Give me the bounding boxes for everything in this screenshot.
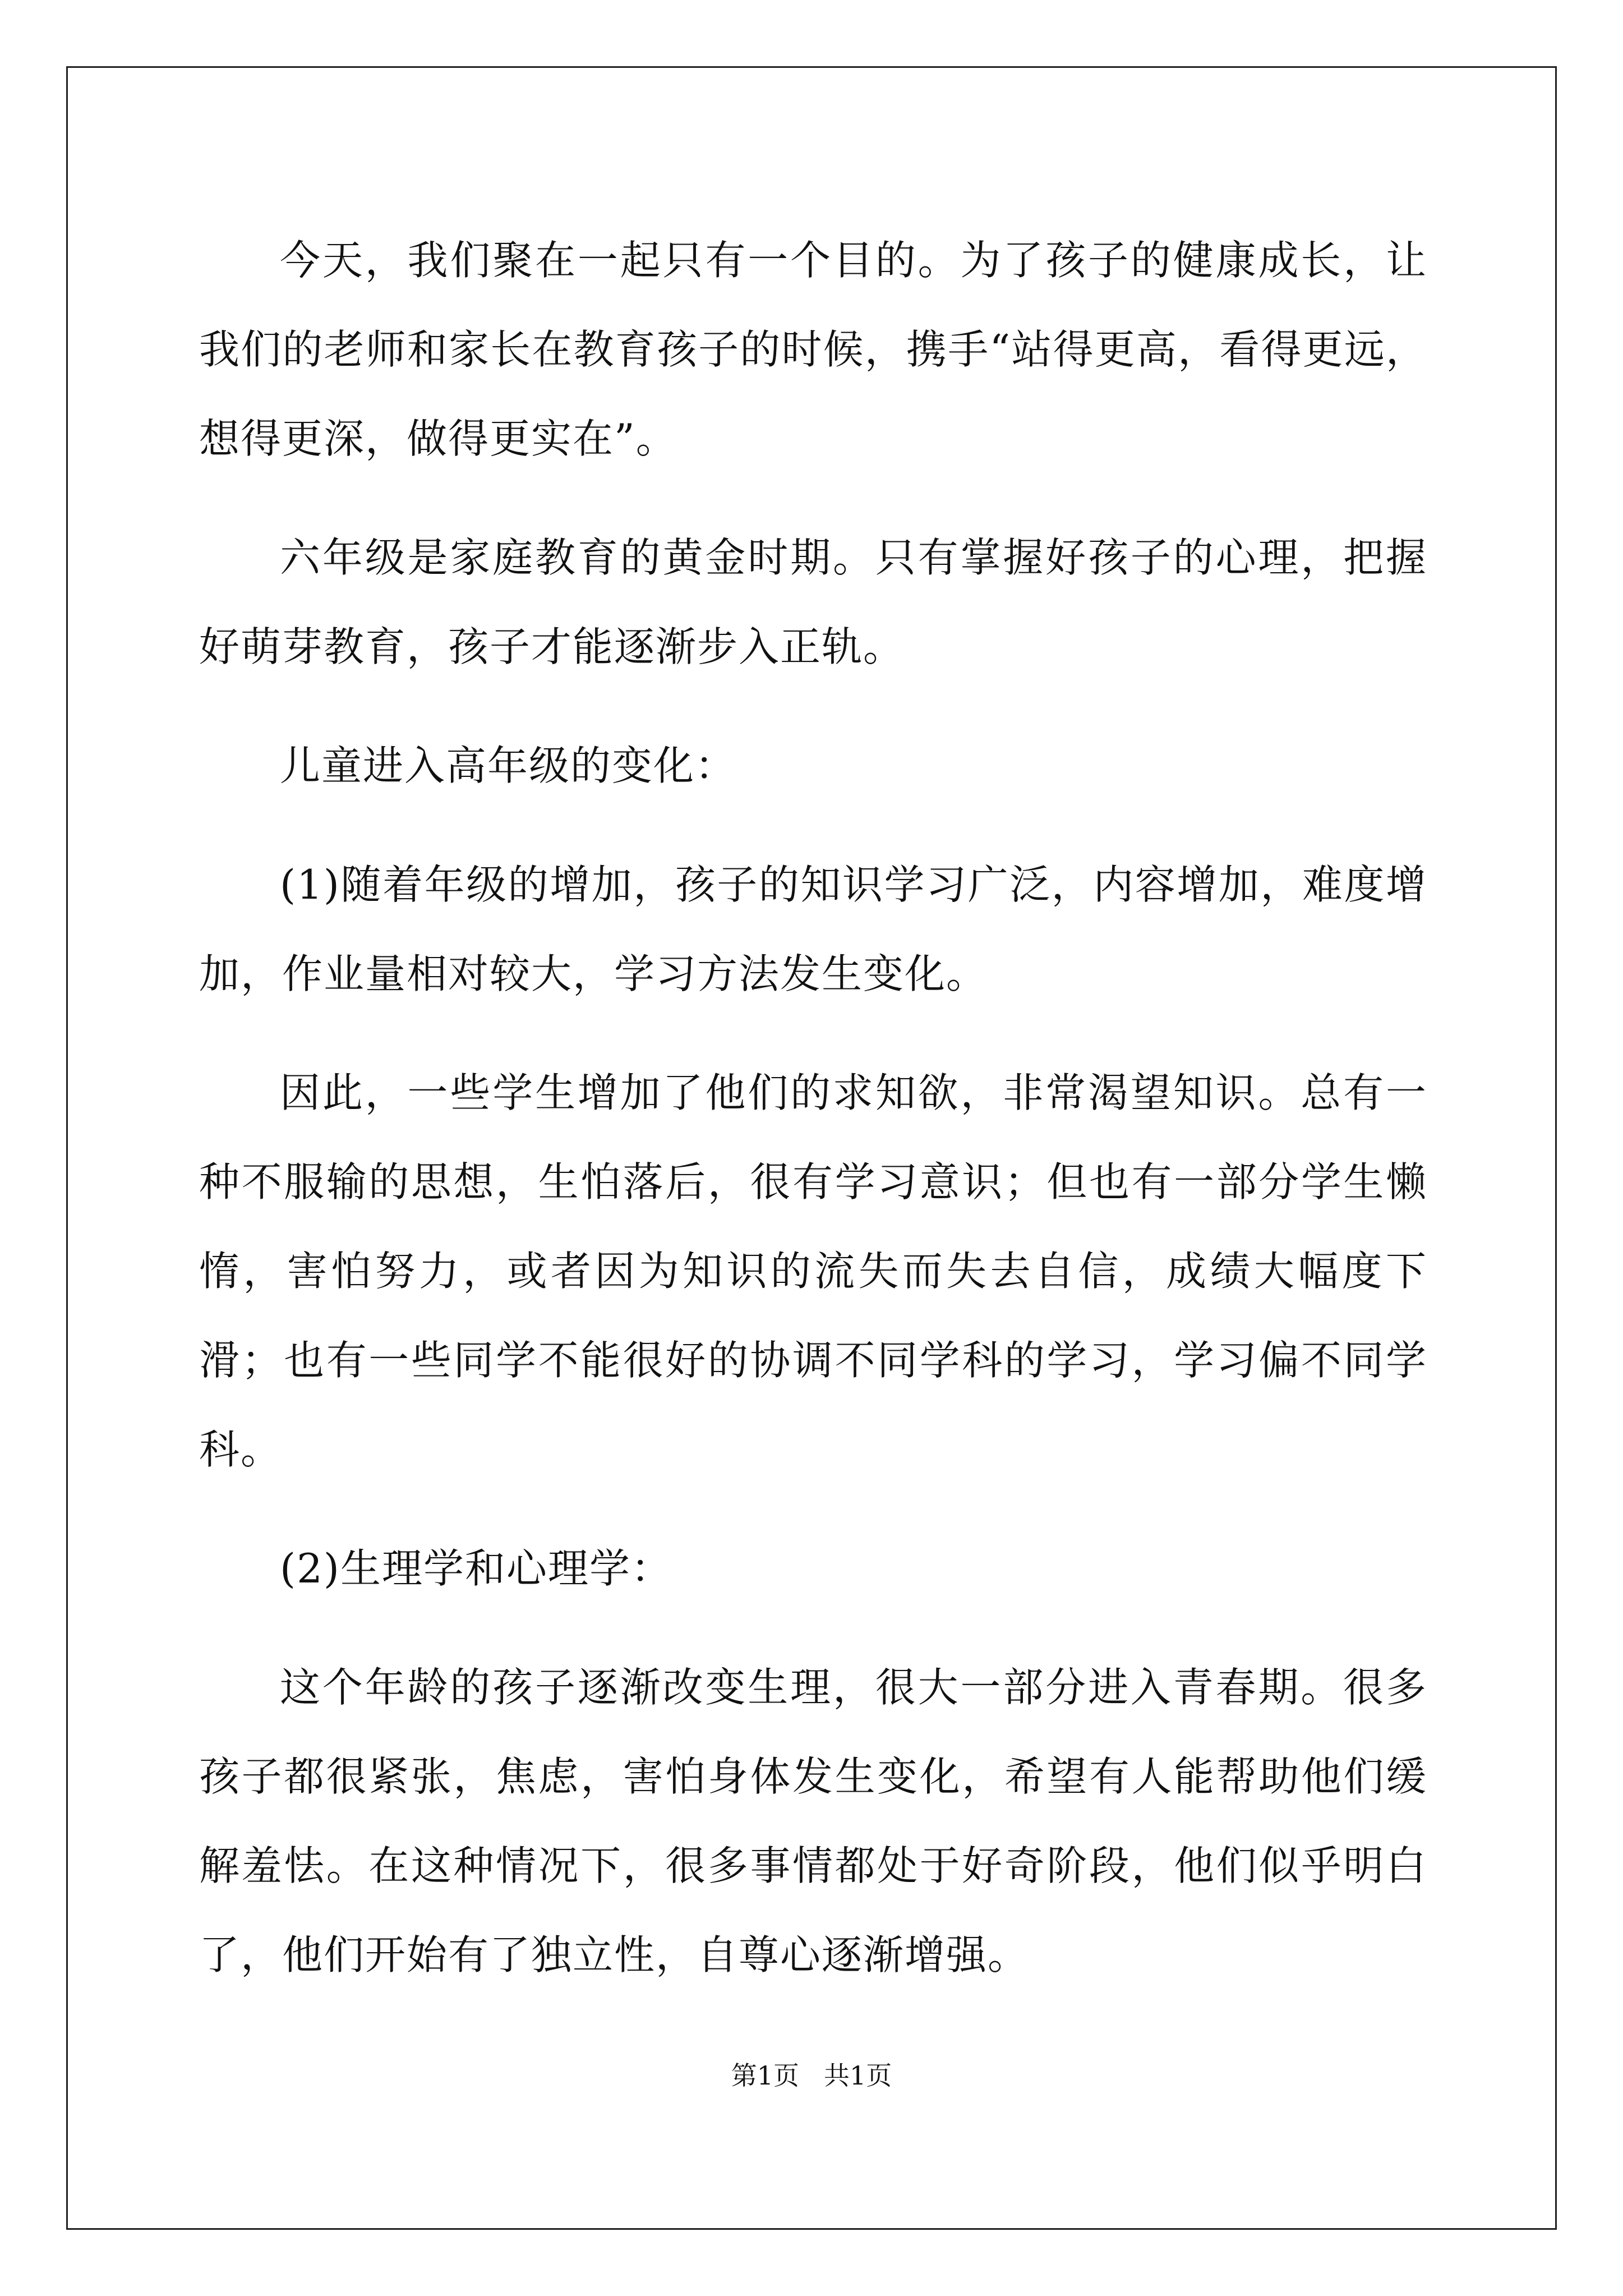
paragraph-5: 因此，一些学生增加了他们的求知欲，非常渴望知识。总有一种不服输的思想，生怕落后，很有学习意识；但也有一部分学生懒惰，害怕努力，或者因为知识的流失而失去自信，成绩大幅度下滑；也有一些同学不能很好的协调不同学科的学习，学习偏不同学科。 xyxy=(199,1069,1427,1473)
page-number: 第1页 xyxy=(731,2060,800,2091)
paragraph-4: (1)随着年级的增加，孩子的知识学习广泛，内容增加，难度增加，作业量相对较大，学习方法发生变化。 xyxy=(199,861,1427,997)
document-body xyxy=(199,216,1427,2030)
paragraph-2: 六年级是家庭教育的黄金时期。只有掌握好孩子的心理，把握好萌芽教育，孩子才能逐渐步入正轨。 xyxy=(199,534,1427,670)
page-total: 共1页 xyxy=(823,2060,892,2091)
paragraph-1: 今天，我们聚在一起只有一个目的。为了孩子的健康成长，让我们的老师和家长在教育孩子的时候，携手“站得更高，看得更远，想得更深，做得更实在”。 xyxy=(199,237,1427,462)
page-footer xyxy=(0,2059,1623,2092)
paragraph-3: 儿童进入高年级的变化： xyxy=(280,742,737,789)
paragraph-6: (2)生理学和心理学： xyxy=(280,1545,672,1592)
paragraph-7: 这个年龄的孩子逐渐改变生理，很大一部分进入青春期。很多孩子都很紧张，焦虑，害怕身体发生变化，希望有人能帮助他们缓解羞怯。在这种情况下，很多事情都处于好奇阶段，他们似乎明白了，他们开始有了独立性，自尊心逐渐增强。 xyxy=(199,1664,1427,1978)
